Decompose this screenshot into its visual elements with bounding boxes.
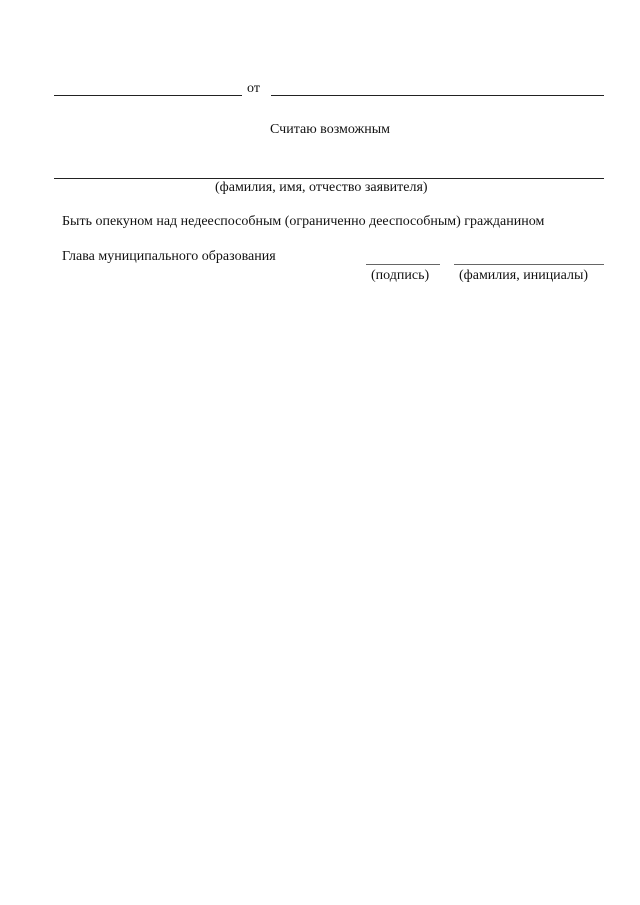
date-blank-line xyxy=(54,95,242,96)
name-initials-line xyxy=(454,264,604,265)
applicant-name-line xyxy=(54,178,604,179)
applicant-caption: (фамилия, имя, отчество заявителя) xyxy=(215,180,428,195)
guardianship-statement: Быть опекуном над недееспособным (ограниченно дееспособным) гражданином xyxy=(62,214,545,229)
signatory-position: Глава муниципального образования xyxy=(62,249,276,264)
signature-caption: (подпись) xyxy=(371,268,430,283)
name-initials-caption: (фамилия, инициалы) xyxy=(459,268,589,283)
number-blank-line xyxy=(271,95,604,96)
from-word: от xyxy=(247,81,260,96)
signature-line xyxy=(366,264,440,265)
decision-title: Считаю возможным xyxy=(270,122,390,137)
